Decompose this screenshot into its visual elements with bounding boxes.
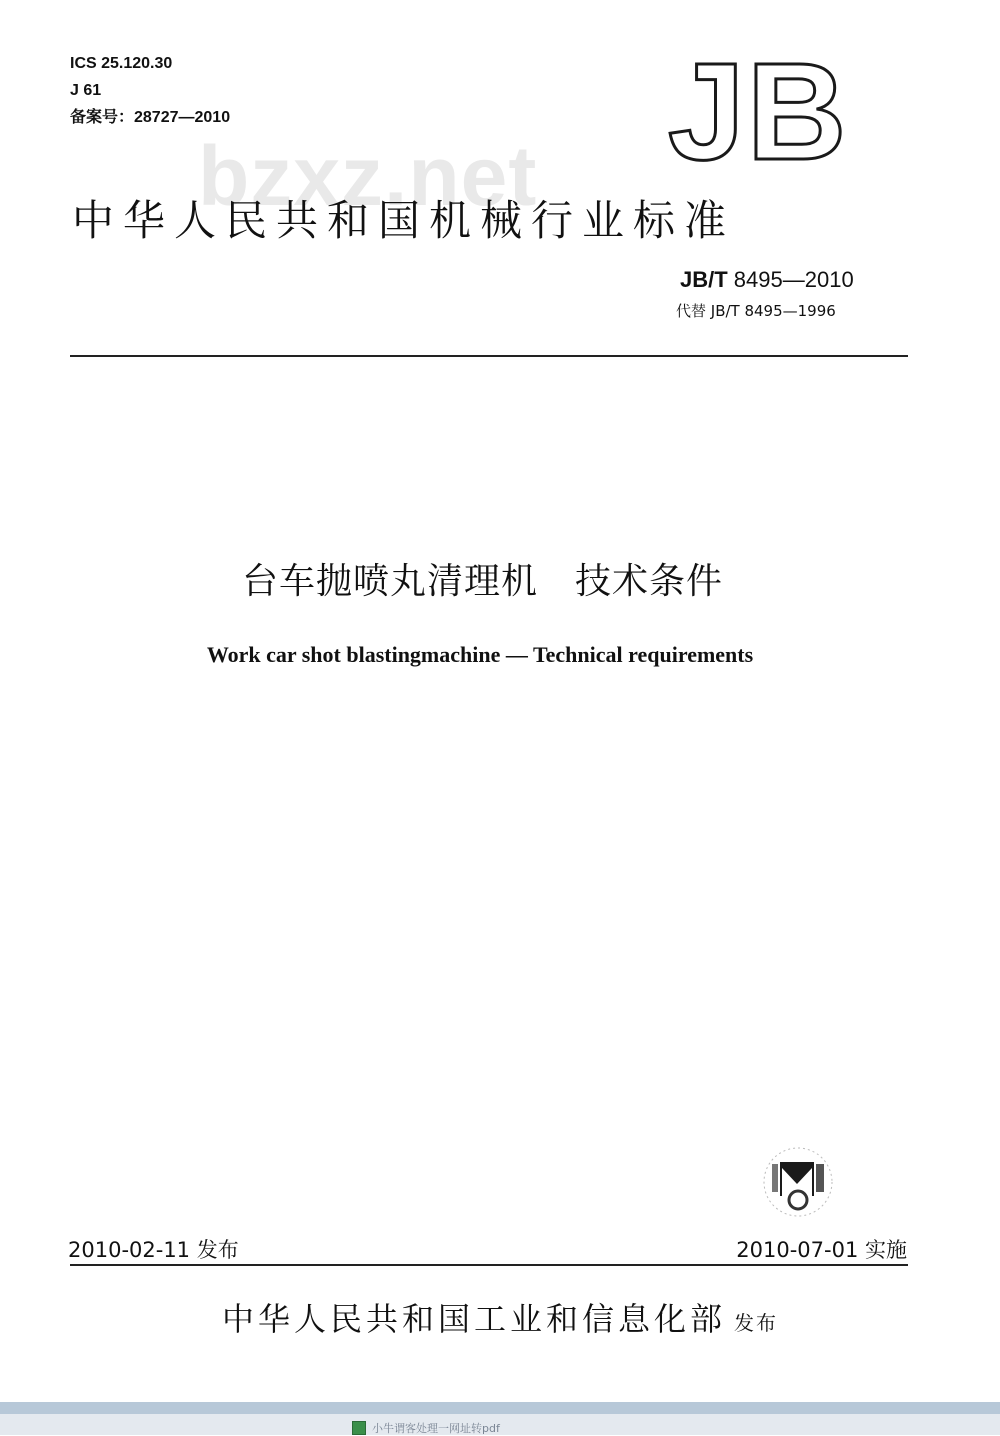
jb-logo-text: JB [668, 55, 849, 165]
standard-code-prefix: JB/T [680, 267, 728, 292]
effective-date: 2010-07-01 实施 [736, 1238, 907, 1262]
filing-number: 备案号：28727—2010 [70, 109, 231, 126]
taskbar-stripe [0, 1402, 1000, 1414]
header-meta [70, 50, 230, 131]
document-title-cn: 台车抛喷丸清理机 技术条件 [241, 561, 723, 602]
taskbar [0, 1402, 1000, 1435]
top-divider [70, 355, 908, 357]
standard-code-number: 8495—2010 [727, 267, 854, 292]
bottom-divider [70, 1264, 908, 1266]
document-title-en: Work car shot blastingmachine — Technical requirements [206, 642, 754, 667]
replaces-standard: 代替 JB/T 8495—1996 [676, 302, 836, 320]
issue-date: 2010-02-11 发布 [68, 1238, 239, 1262]
publisher-suffix: 发布 [734, 1311, 778, 1335]
app-icon [352, 1421, 366, 1435]
standard-number [680, 267, 854, 293]
ccs-code: J 61 [70, 82, 102, 99]
taskbar-item-label: 小牛谓客处理一网址转pdf [372, 1421, 500, 1435]
jb-logo [668, 55, 858, 165]
publisher [0, 1294, 1000, 1340]
ics-code: ICS 25.120.30 [70, 55, 173, 72]
watermark: bzxz.net [198, 129, 538, 223]
publisher-seal-icon [752, 1140, 844, 1220]
publisher-name: 中华人民共和国工业和信息化部 [221, 1300, 726, 1338]
taskbar-item[interactable] [352, 1420, 500, 1435]
org-title: 中华人民共和国机械行业标准 [72, 196, 736, 245]
